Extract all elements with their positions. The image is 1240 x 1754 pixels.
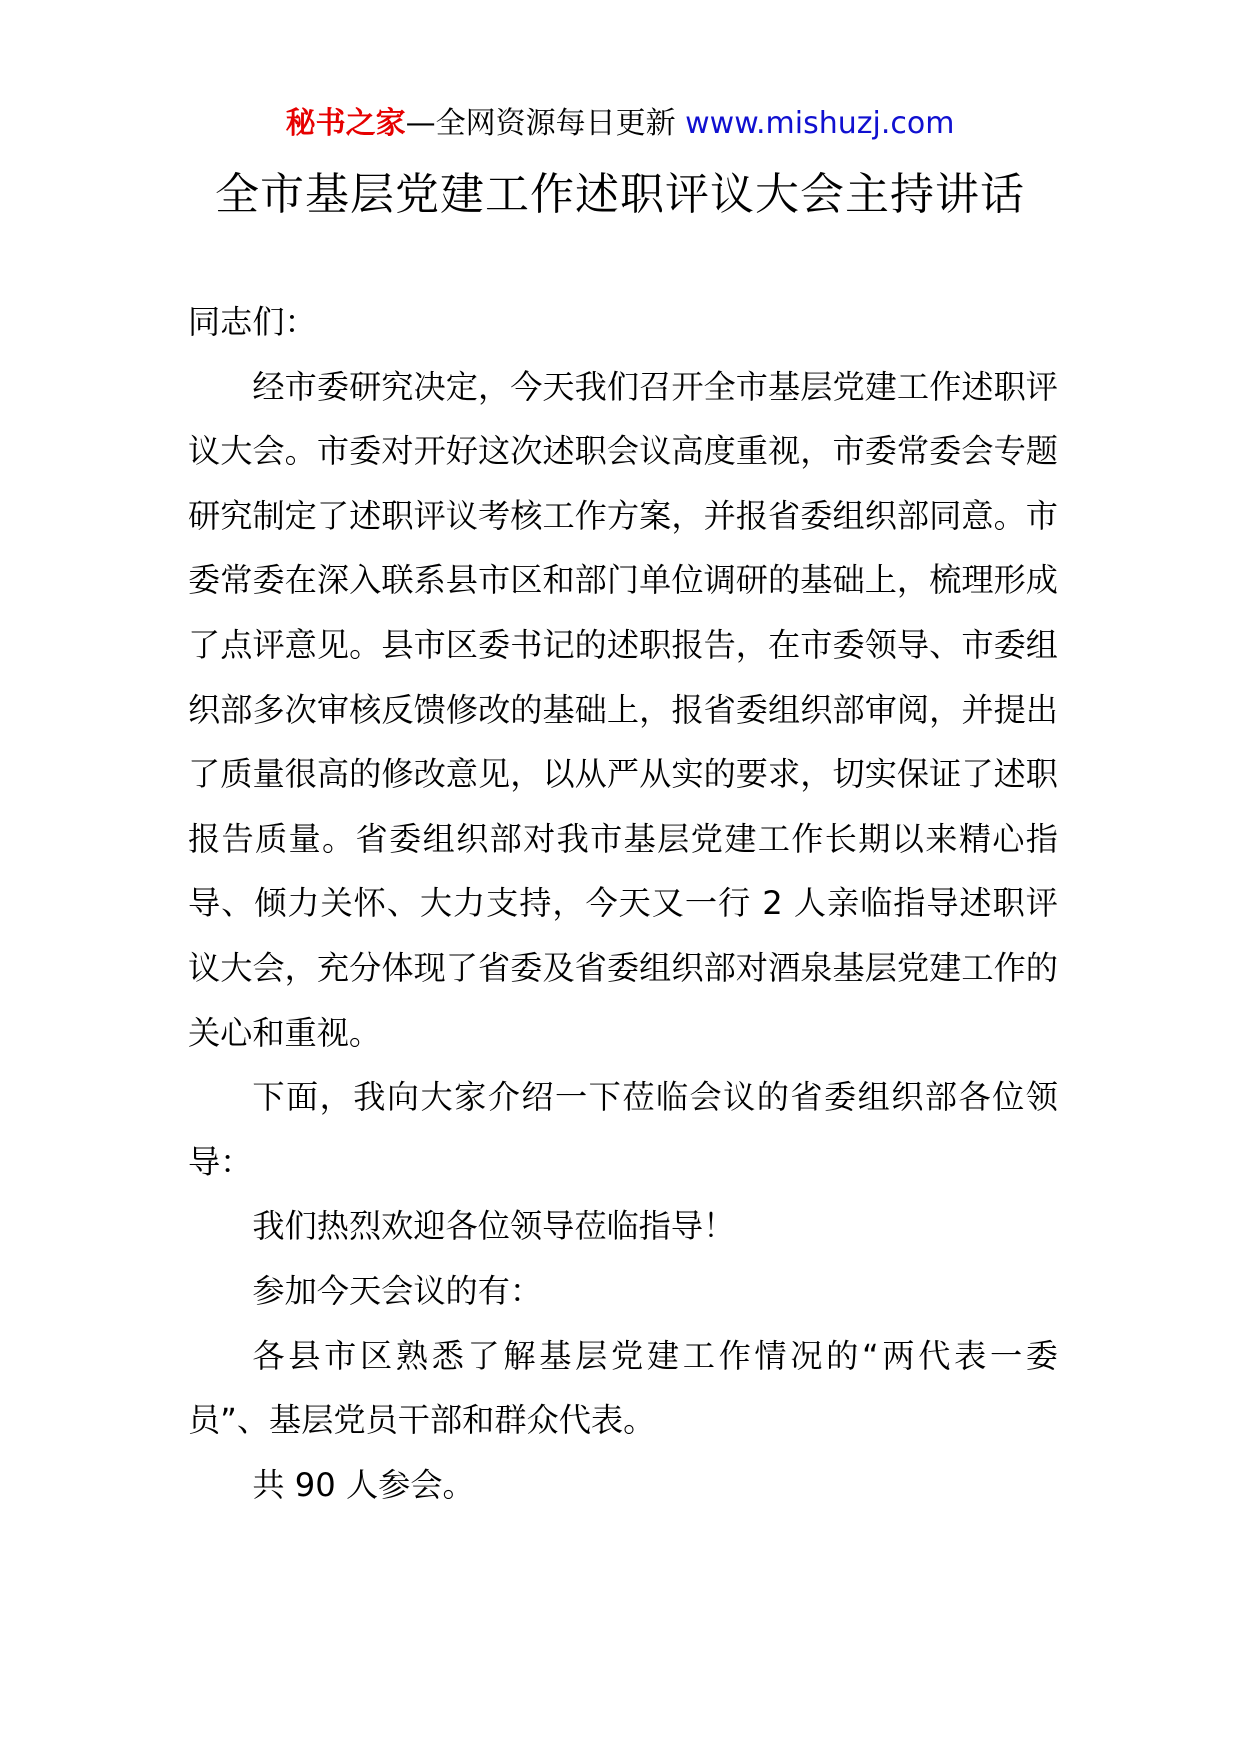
document-title: 全市基层党建工作述职评议大会主持讲话: [215, 169, 1025, 220]
paragraph: 下面，我向大家介绍一下莅临会议的省委组织部各位领导：: [188, 1078, 1058, 1181]
site-url-link[interactable]: www.mishuzj.com: [685, 106, 955, 141]
site-slogan: —全网资源每日更新: [405, 106, 676, 141]
document-body: [188, 290, 1058, 1517]
paragraph: 我们热烈欢迎各位领导莅临指导！: [252, 1207, 736, 1246]
site-brand: 秘书之家: [285, 106, 406, 141]
site-header: [0, 100, 1240, 148]
paragraph: 经市委研究决定，今天我们召开全市基层党建工作述职评议大会。市委对开好这次述职会议高度重视，市委常委会专题研究制定了述职评议考核工作方案，并报省委组织部同意。市委常委在深入联系县市区和部门单位调研的基础上，梳理形成了点评意见。县市区委书记的述职报告，在市委领导、市委组织部多次审核反馈修改的基础上，报省委组织部审阅，并提出了质量很高的修改意见，以从严从实的要求，切实保证了述职报告质量。省委组织部对我市基层党建工作长期以来精心指导、倾力关怀、大力支持，今天又一行 2 人亲临指导述职评议大会，充分体现了省委及省委组织部对酒泉基层党建工作的关心和重视。: [188, 367, 1058, 1052]
salutation: 同志们：: [188, 303, 317, 341]
paragraph: 各县市区熟悉了解基层党建工作情况的“两代表一委员”、基层党员干部和群众代表。: [188, 1336, 1058, 1440]
paragraph: 参加今天会议的有：: [252, 1271, 543, 1310]
paragraph: 共 90 人参会。: [252, 1465, 475, 1504]
